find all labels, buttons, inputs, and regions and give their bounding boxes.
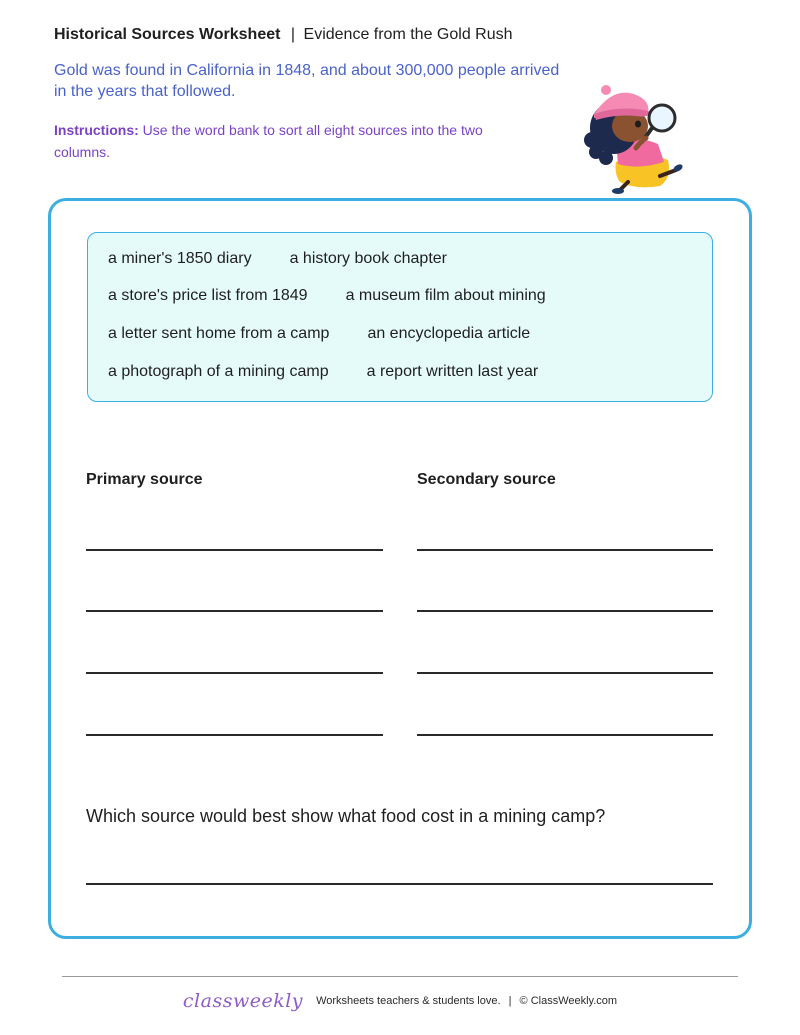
- detective-mascot-icon: [576, 78, 688, 196]
- secondary-answer-line[interactable]: [417, 672, 713, 674]
- footer-copyright: © ClassWeekly.com: [519, 995, 618, 1007]
- question-answer-line[interactable]: [86, 883, 713, 885]
- word-bank-item[interactable]: a report written last year: [366, 363, 539, 380]
- instructions-text: [54, 119, 524, 163]
- primary-source-heading: Primary source: [86, 471, 203, 488]
- secondary-source-heading: Secondary source: [417, 471, 556, 488]
- header-separator: |: [290, 26, 296, 43]
- word-bank-row: [108, 287, 546, 305]
- brand-logo: classweekly: [182, 990, 304, 1012]
- footer-tagline: Worksheets teachers & students love.: [316, 995, 501, 1007]
- word-bank-item[interactable]: a museum film about mining: [345, 287, 546, 304]
- secondary-answer-line[interactable]: [417, 549, 713, 551]
- word-bank-item[interactable]: a miner's 1850 diary: [108, 250, 252, 267]
- instructions-body: Use the word bank to sort all eight sources into the two columns.: [54, 122, 483, 160]
- footer: [0, 990, 800, 1012]
- worksheet-title: Historical Sources Worksheet: [54, 26, 281, 43]
- primary-answer-line[interactable]: [86, 549, 383, 551]
- word-bank-row: [108, 363, 538, 381]
- word-bank-item[interactable]: a store's price list from 1849: [108, 287, 308, 304]
- footer-divider: [62, 976, 738, 977]
- secondary-answer-line[interactable]: [417, 734, 713, 736]
- secondary-answer-line[interactable]: [417, 610, 713, 612]
- word-bank-item[interactable]: a letter sent home from a camp: [108, 325, 330, 342]
- footer-separator: |: [508, 995, 512, 1007]
- question-text: Which source would best show what food cost in a mining camp?: [86, 806, 606, 826]
- word-bank-item[interactable]: a photograph of a mining camp: [108, 363, 329, 380]
- word-bank-row: [108, 250, 447, 268]
- word-bank-item[interactable]: a history book chapter: [289, 250, 447, 267]
- intro-text: Gold was found in California in 1848, and about 300,000 people arrived in the years that followed.: [54, 62, 560, 100]
- primary-answer-line[interactable]: [86, 672, 383, 674]
- word-bank-item[interactable]: an encyclopedia article: [367, 325, 531, 342]
- primary-answer-line[interactable]: [86, 734, 383, 736]
- worksheet-header: [54, 26, 513, 44]
- word-bank-row: [108, 325, 530, 343]
- primary-answer-line[interactable]: [86, 610, 383, 612]
- word-bank: [87, 232, 713, 402]
- instructions-label: Instructions:: [54, 122, 139, 138]
- worksheet-subtitle: Evidence from the Gold Rush: [303, 26, 513, 43]
